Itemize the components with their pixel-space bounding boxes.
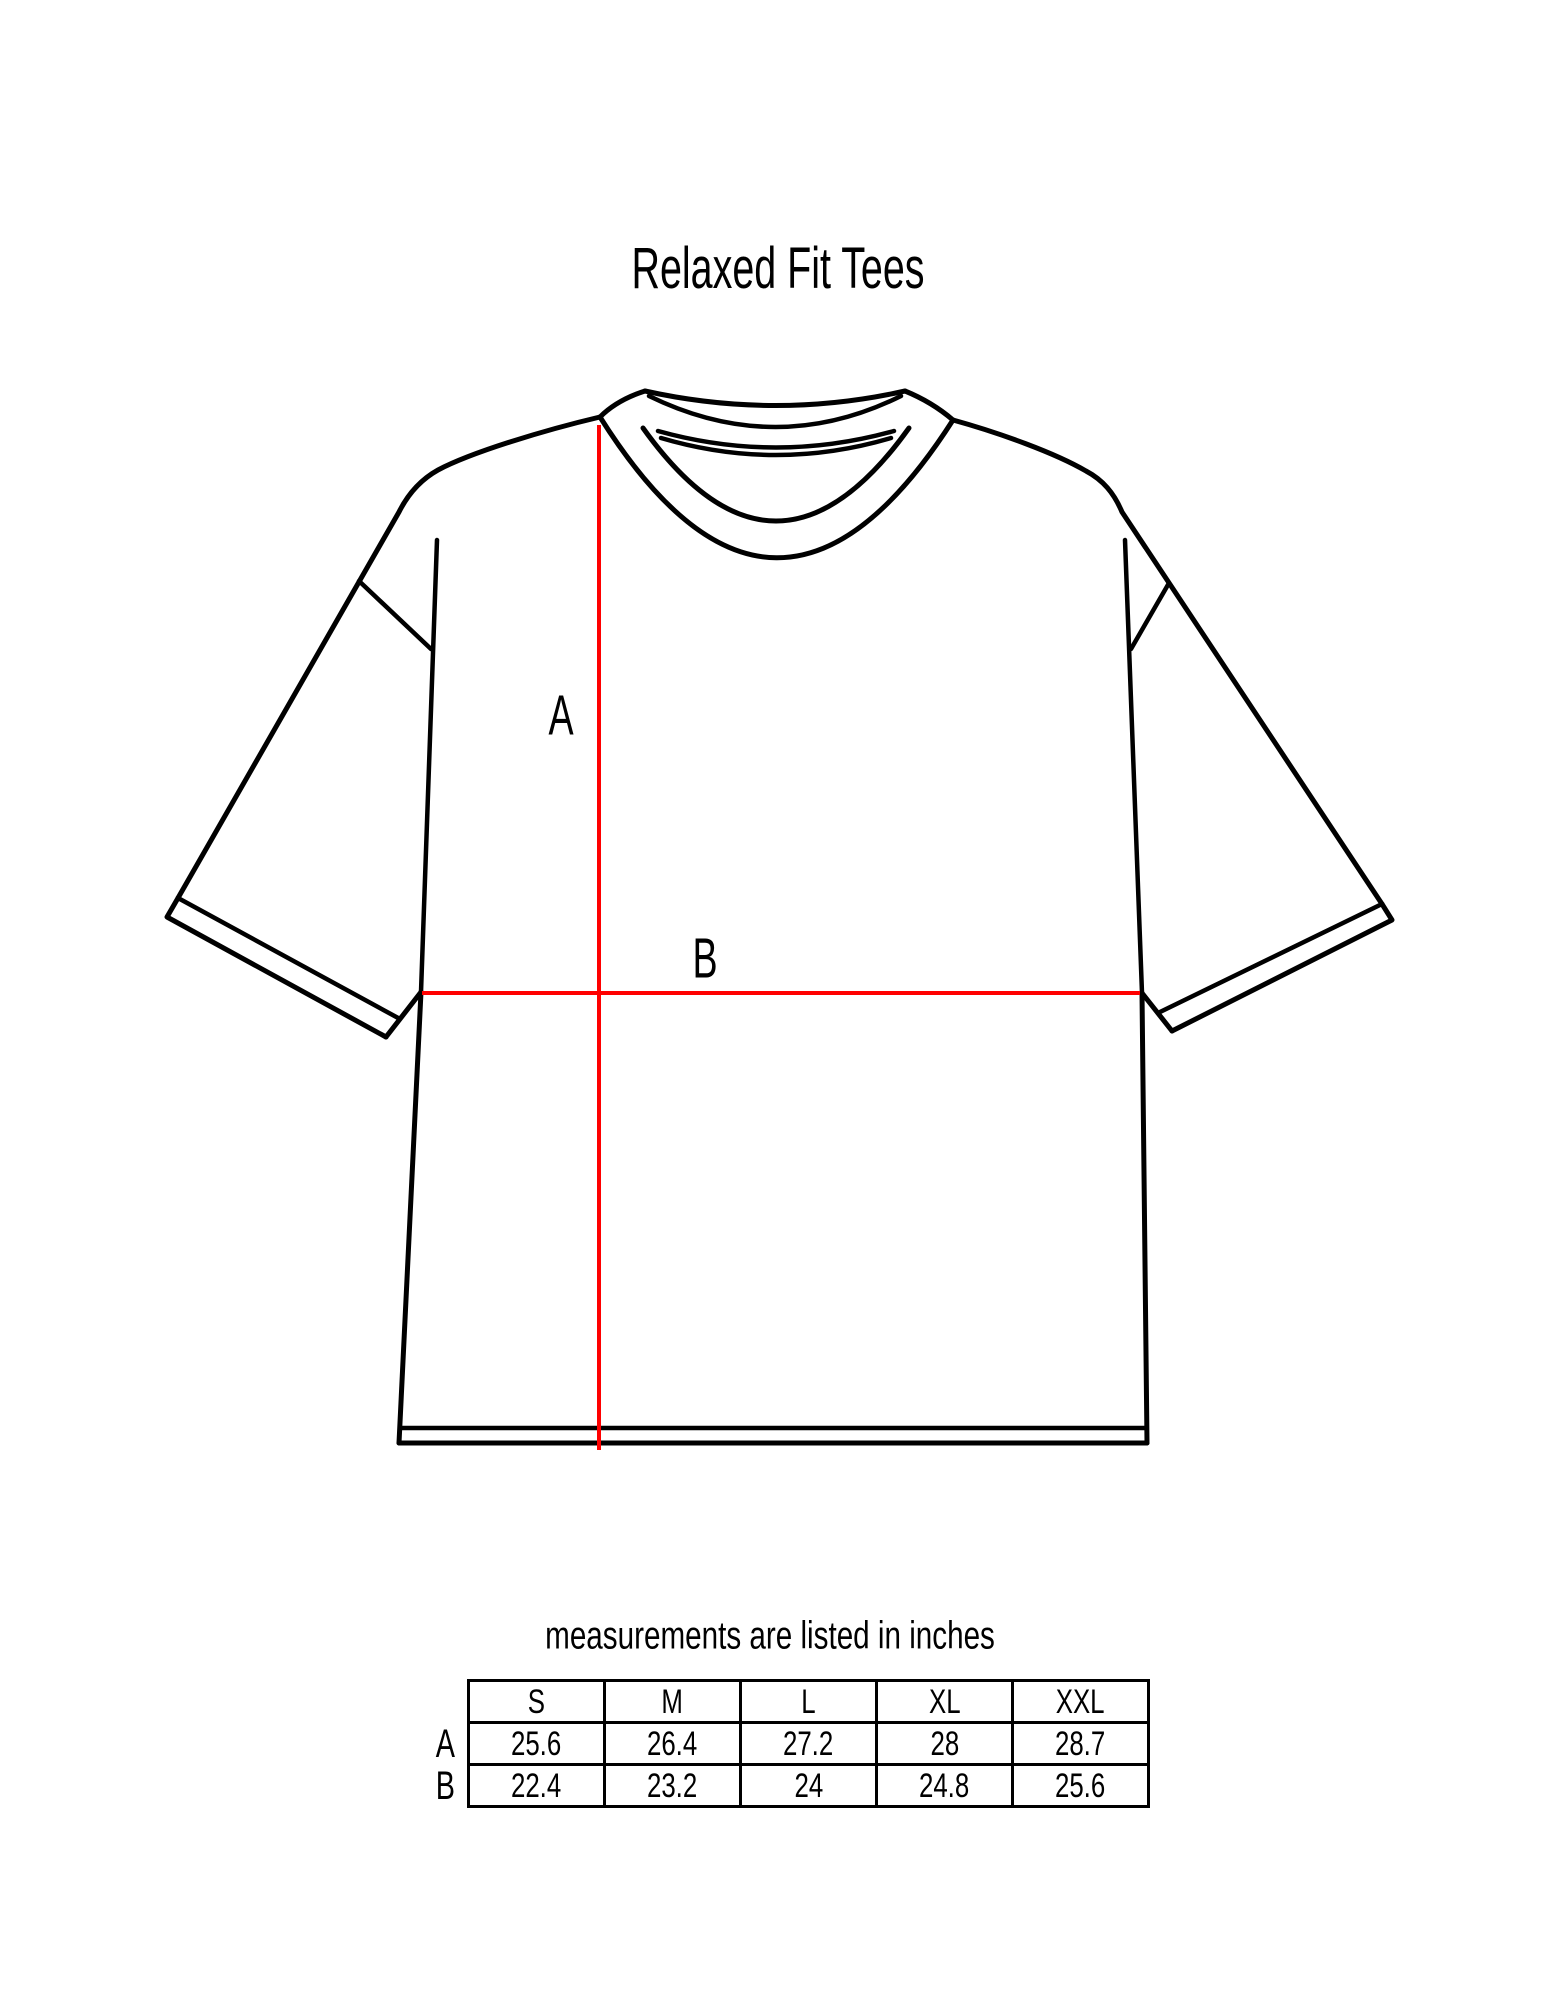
label-b: B <box>692 926 718 991</box>
right-armhole-notch <box>1131 583 1169 649</box>
collar-top-edge <box>645 391 905 406</box>
measurement-lines <box>422 425 1140 1450</box>
col-header-s: S <box>469 1681 605 1723</box>
collar <box>600 391 953 558</box>
corner-cell <box>413 1681 469 1723</box>
left-shoulder-sleeve-edge <box>178 417 600 898</box>
collar-right-edge <box>905 391 953 420</box>
table-row-b <box>413 1765 1149 1807</box>
value-cell: 25.6 <box>1013 1765 1149 1807</box>
left-armhole-notch <box>359 581 431 649</box>
collar-left-edge <box>600 391 645 417</box>
left-cuff-hem-line <box>178 898 400 1019</box>
table-row-a <box>413 1723 1149 1765</box>
value-cell: 23.2 <box>605 1765 741 1807</box>
value-cell: 25.6 <box>469 1723 605 1765</box>
value-cell: 26.4 <box>605 1723 741 1765</box>
row-label-a: A <box>436 1721 456 1766</box>
value-cell: 22.4 <box>469 1765 605 1807</box>
value-cell: 24.8 <box>877 1765 1013 1807</box>
value-cell: 24 <box>741 1765 877 1807</box>
shirt-outline <box>167 417 1392 1443</box>
col-header-l: L <box>741 1681 877 1723</box>
col-header-xl: XL <box>877 1681 1013 1723</box>
row-label-b: B <box>436 1763 456 1808</box>
value-cell: 28 <box>877 1723 1013 1765</box>
value-cell: 28.7 <box>1013 1723 1149 1765</box>
right-armhole-seam <box>1125 540 1142 993</box>
left-body-side <box>399 992 421 1443</box>
right-shoulder-sleeve-edge <box>953 420 1382 904</box>
header-row <box>413 1681 1149 1723</box>
size-table <box>413 1679 1150 1808</box>
units-note: measurements are listed in inches <box>545 1614 995 1658</box>
label-a: A <box>548 683 574 748</box>
col-header-xxl: XXL <box>1013 1681 1149 1723</box>
right-body-side <box>1142 993 1147 1443</box>
right-cuff-hem-line <box>1160 904 1382 1012</box>
left-cuff-edge <box>167 898 386 1037</box>
page-title: Relaxed Fit Tees <box>631 236 925 301</box>
left-armhole-seam <box>421 540 437 992</box>
right-cuff-edge <box>1172 904 1392 1031</box>
value-cell: 27.2 <box>741 1723 877 1765</box>
right-underarm-edge <box>1142 993 1172 1031</box>
col-header-m: M <box>605 1681 741 1723</box>
